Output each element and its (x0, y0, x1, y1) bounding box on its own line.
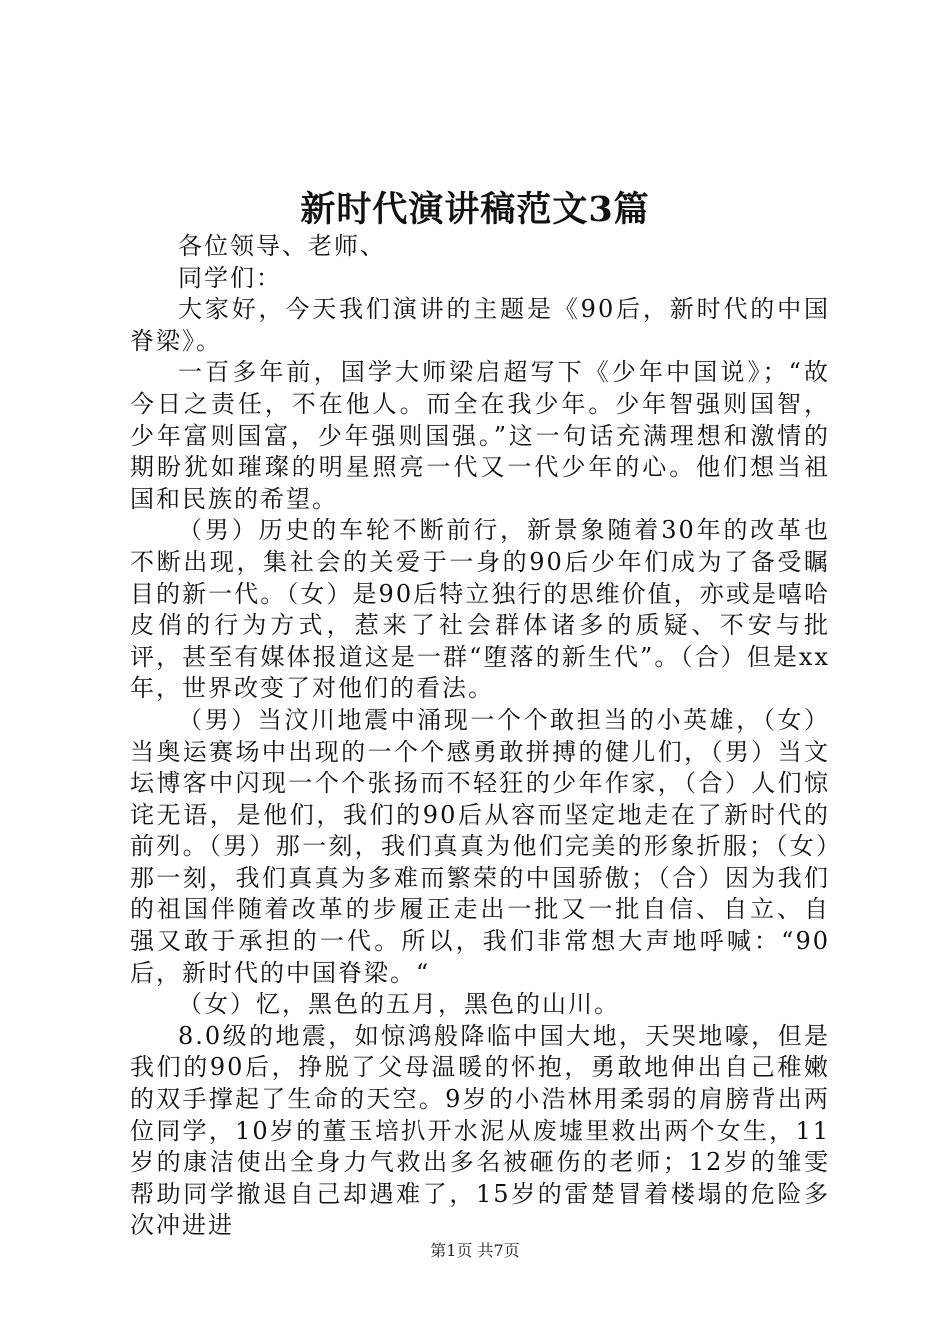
body-paragraph: 大家好，今天我们演讲的主题是《90后，新时代的中国脊梁》。 (130, 295, 830, 355)
body-paragraph: 一百多年前，国学大师梁启超写下《少年中国说》；“故今日之责任，不在他人。而全在我少年。少年智强则国智，少年富则国富，少年强则国强。”这一句话充满理想和激情的期盼犹如璀璨的明星照亮一代又一代少年的心。他们想当祖国和民族的希望。 (130, 358, 830, 513)
page-footer: 第1页 共7页 (430, 1241, 520, 1260)
body-paragraph: （男）当汶川地震中涌现一个个敢担当的小英雄，（女）当奥运赛场中出现的一个个感勇敢拼搏的健儿们，（男）当文坛博客中闪现一个个张扬而不轻狂的少年作家，（合）人们惊诧无语，是他们，我们的90后从容而坚定地走在了新时代的前列。（男）那一刻，我们真真为他们完美的形象折服；（女）那一刻，我们真真为多难而繁荣的中国骄傲；（合）因为我们的祖国伴随着改革的步履正走出一批又一批自信、自立、自强又敢于承担的一代。所以，我们非常想大声地呼喊：“90后，新时代的中国脊梁。“ (130, 705, 830, 987)
body-paragraph: 各位领导、老师、 (178, 232, 386, 260)
body-paragraph: 8.0级的地震，如惊鸿般降临中国大地，天哭地嚎，但是我们的90后，挣脱了父母温暖的怀抱，勇敢地伸出自己稚嫩的双手撑起了生命的天空。9岁的小浩林用柔弱的肩膀背出两位同学，10岁的董玉培扒开水泥从废墟里救出两个女生，11岁的康洁使出全身力气救出多名被砸伤的老师；12岁的雏雯帮助同学撤退自己却遇难了，15岁的雷楚冒着楼塌的危险多次冲进进 (130, 1021, 830, 1240)
body-paragraph: （男）历史的车轮不断前行，新景象随着30年的改革也不断出现，集社会的关爱于一身的90后少年们成为了备受瞩目的新一代。（女）是90后特立独行的思维价值，亦或是嘻哈皮俏的行为方式，惹来了社会群体诸多的质疑、不安与批评，甚至有媒体报道这是一群“堕落的新生代”。（合）但是xx年，世界改变了对他们的看法。 (130, 516, 830, 703)
body-paragraph: 同学们： (178, 263, 282, 292)
body-paragraph: （女）忆，黑色的五月，黑色的山川。 (178, 990, 620, 1019)
document-title: 新时代演讲稿范文3篇 (300, 189, 650, 230)
document-body (130, 231, 830, 1242)
